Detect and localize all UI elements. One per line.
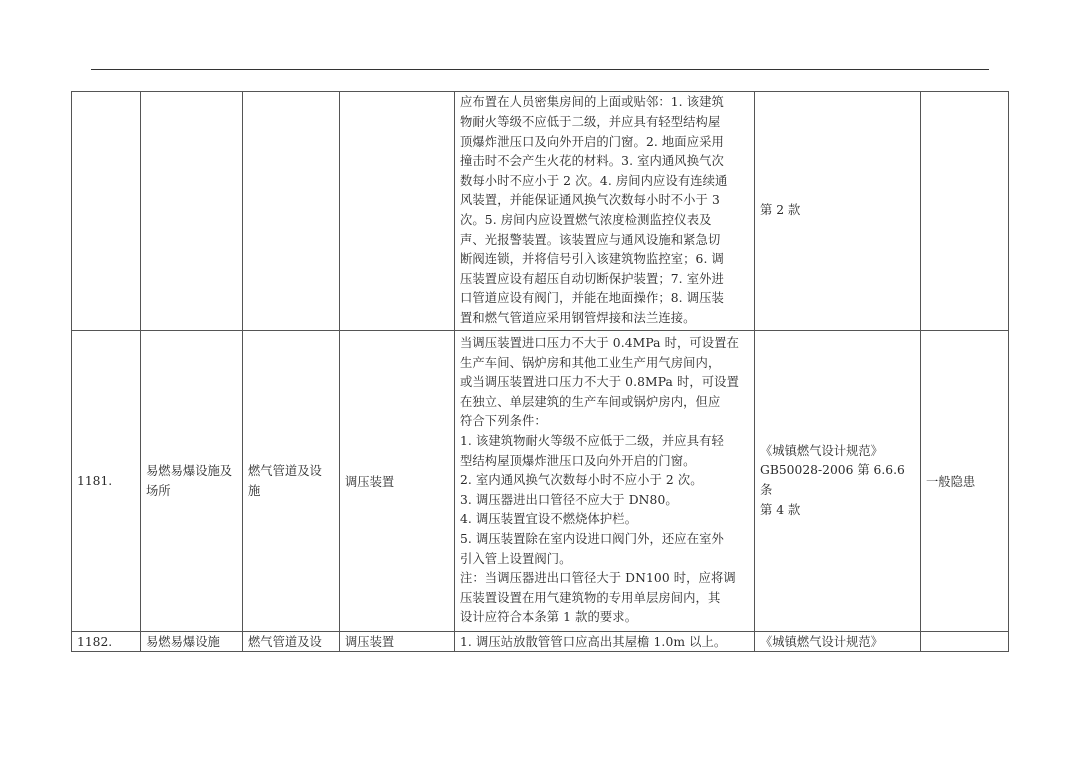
subcategory-cell: 燃气管道及设: [243, 632, 340, 652]
reference-line: 《城镇燃气设计规范》: [760, 443, 883, 458]
requirement-line: 当调压装置进口压力不大于 0.4MPa 时，可设置在: [460, 336, 739, 351]
reference-line: 第 4 款: [760, 502, 801, 517]
requirement-line: 应布置在人员密集房间的上面或贴邻：1. 该建筑: [460, 95, 724, 110]
requirement-line: 压装置应设有超压自动切断保护装置；7. 室外进: [460, 271, 724, 286]
subcategory-cell: 燃气管道及设施: [243, 331, 340, 632]
requirement-line: 生产车间、锅炉房和其他工业生产用气房间内，: [460, 355, 721, 370]
subcategory-cell: [243, 92, 340, 331]
reference-line: GB50028-2006 第 6.6.6 条: [760, 463, 905, 497]
requirement-line: 撞击时不会产生火花的材料。3. 室内通风换气次: [460, 154, 724, 169]
requirement-line: 声、光报警装置。该装置应与通风设施和紧急切: [460, 232, 721, 247]
hazard-table: [71, 91, 1009, 652]
table-row: [72, 632, 1009, 652]
requirement-line: 1. 调压站放散管管口应高出其屋檐 1.0m 以上。: [460, 635, 727, 649]
category-cell: 易燃易爆设施: [141, 632, 243, 652]
requirement-cell: [455, 92, 755, 331]
category-cell: 易燃易爆设施及场所: [141, 331, 243, 632]
row-id-cell: [72, 92, 141, 331]
table-row: [72, 331, 1009, 632]
requirement-line: 次。5. 房间内应设置燃气浓度检测监控仪表及: [460, 213, 712, 227]
requirement-line: 引入管上设置阀门。: [460, 551, 572, 566]
table-row: [72, 92, 1009, 331]
hazard-level-cell: 一般隐患: [921, 331, 1009, 632]
reference-cell: [755, 331, 921, 632]
row-id-cell: 1181.: [72, 331, 141, 632]
requirement-line: 在独立、单层建筑的生产车间或锅炉房内，但应: [460, 394, 721, 409]
requirement-line: 压装置设置在用气建筑物的专用单层房间内，其: [460, 590, 721, 605]
hazard-level-cell: [921, 632, 1009, 652]
requirement-line: 符合下列条件：: [460, 414, 547, 429]
requirement-line: 设计应符合本条第 1 款的要求。: [460, 610, 638, 625]
requirement-line: 1. 该建筑物耐火等级不应低于二级，并应具有轻: [460, 434, 724, 449]
item-cell: [340, 92, 455, 331]
requirement-line: 2. 室内通风换气次数每小时不应小于 2 次。: [460, 473, 703, 488]
requirement-line: 3. 调压器进出口管径不应大于 DN80。: [460, 492, 678, 507]
item-cell: 调压装置: [340, 632, 455, 652]
requirement-line: 风装置，并能保证通风换气次数每小时不小于 3: [460, 193, 720, 208]
reference-cell: [755, 632, 921, 652]
requirement-cell: [455, 331, 755, 632]
requirement-line: 断阀连锁，并将信号引入该建筑物监控室；6. 调: [460, 252, 724, 267]
requirement-line: 物耐火等级不应低于二级，并应具有轻型结构屋: [460, 115, 721, 130]
requirement-line: 或当调压装置进口压力不大于 0.8MPa 时，可设置: [460, 375, 739, 390]
header-rule: [91, 69, 989, 70]
requirement-cell: [455, 632, 755, 652]
reference-line: 《城镇燃气设计规范》: [760, 635, 883, 649]
hazard-level-cell: [921, 92, 1009, 331]
requirement-line: 数每小时不应小于 2 次。4. 房间内应设有连续通: [460, 173, 728, 188]
requirement-line: 置和燃气管道应采用钢管焊接和法兰连接。: [460, 310, 696, 325]
requirement-line: 口管道应设有阀门，并能在地面操作；8. 调压装: [460, 291, 724, 306]
row-id-cell: 1182.: [72, 632, 141, 652]
requirement-line: 顶爆炸泄压口及向外开启的门窗。2. 地面应采用: [460, 134, 724, 149]
item-cell: 调压装置: [340, 331, 455, 632]
reference-cell: [755, 92, 921, 331]
reference-line: 第 2 款: [760, 203, 801, 218]
requirement-line: 4. 调压装置宜设不燃烧体护栏。: [460, 512, 638, 527]
requirement-line: 型结构屋顶爆炸泄压口及向外开启的门窗。: [460, 453, 696, 468]
requirement-line: 注：当调压器进出口管径大于 DN100 时，应将调: [460, 571, 736, 586]
requirement-line: 5. 调压装置除在室内设进口阀门外，还应在室外: [460, 531, 724, 546]
category-cell: [141, 92, 243, 331]
